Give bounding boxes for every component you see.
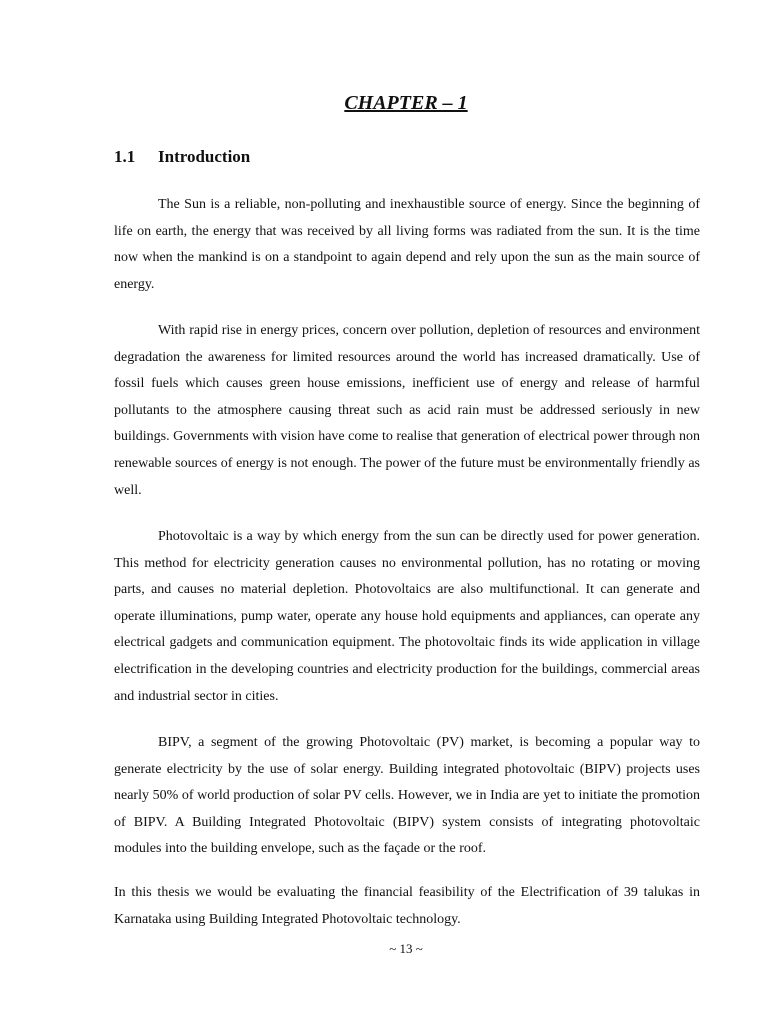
paragraph-energy-awareness: With rapid rise in energy prices, concern over pollution, depletion of resources and environment degradation the awareness for limited resources around the world has increased dramatically. Use of fossil fuels which causes green house emissions, inefficient use of energy and release of harmful pollutants to the atmosphere causing threat such as acid rain must be addressed seriously in new buildings. Governments with vision have come to realise that generation of electrical power through non renewable sources of energy is not enough. The power of the future must be environmentally friendly as well. <box>114 323 700 498</box>
section-title: Introduction <box>158 147 251 166</box>
paragraph-sun-energy: The Sun is a reliable, non-polluting and inexhaustible source of energy. Since the beginning of life on earth, the energy that was received by all living forms was radiated from the sun. It is the time now when the mankind is on a standpoint to again depend and rely upon the sun as the main source of energy. <box>114 197 700 292</box>
section-number: 1.1 <box>114 147 136 166</box>
paragraph-photovoltaic: Photovoltaic is a way by which energy from the sun can be directly used for power generation. This method for electricity generation causes no environmental pollution, has no rotating or moving parts, and causes no material depletion. Photovoltaics are also multifunctional. It can generate and operate illuminations, pump water, operate any house hold equipments and appliances, can operate any electrical gadgets and communication equipment. The photovoltaic finds its wide application in village electrification in the developing countries and electricity production for the buildings, commercial areas and industrial sector in cities. <box>114 529 700 704</box>
paragraph-bipv: BIPV, a segment of the growing Photovoltaic (PV) market, is becoming a popular way to generate electricity by the use of solar energy. Building integrated photovoltaic (BIPV) projects uses nearly 50% of world production of solar PV cells. However, we in India are yet to initiate the promotion of BIPV. A Building Integrated Photovoltaic (BIPV) system consists of integrating photovoltaic modules into the building envelope, such as the façade or the roof. <box>114 735 700 857</box>
paragraph-thesis-scope: In this thesis we would be evaluating the financial feasibility of the Electrification of 39 talukas in Karnataka using Building Integrated Photovoltaic technology. <box>114 885 700 927</box>
page-number: ~ 13 ~ <box>389 941 423 956</box>
section-heading <box>114 147 250 167</box>
chapter-title: CHAPTER – 1 <box>344 92 468 114</box>
